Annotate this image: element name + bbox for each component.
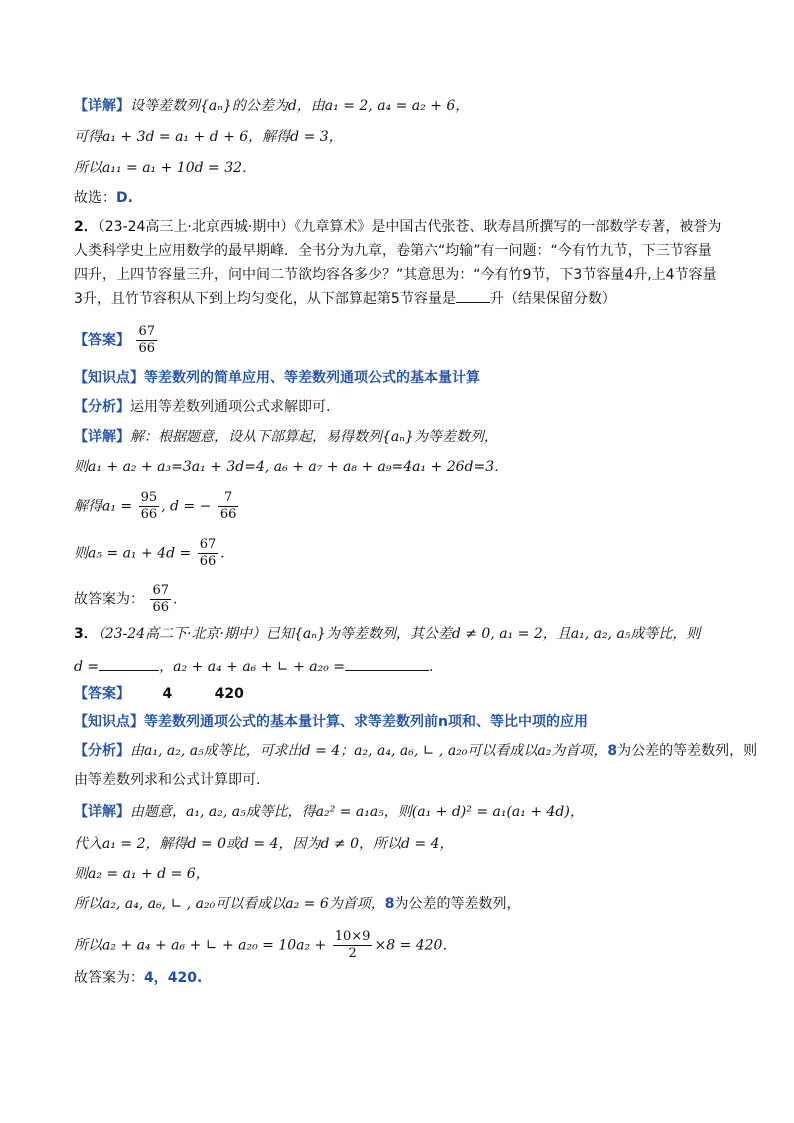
q3-analysis-a: 由a₁, a₂, a₅成等比，可求出d = 4；a₂, a₄, a₆, ∟ , a₂₀可以看成以a₂为首项， — [130, 743, 608, 759]
q2-number: 2． — [74, 219, 98, 235]
q2-line-3 — [74, 490, 240, 523]
q3-seq-b: 8 — [384, 896, 395, 912]
q3-answer-2: 420 — [214, 686, 244, 702]
q1-choice-prefix: 故选： — [74, 190, 116, 206]
q3-seq-a: 所以a₂, a₄, a₆, ∟ , a₂₀可以看成以a₂ = 6为首项， — [74, 896, 385, 912]
q1-detail-text: 设等差数列{aₙ}的公差为d，由a₁ = 2, a₄ = a₂ + 6， — [130, 98, 470, 114]
q2-detail-line — [74, 427, 498, 447]
q2-answer-blank — [456, 288, 490, 303]
q2-line-5 — [74, 583, 177, 616]
numerator: 67 — [152, 583, 169, 598]
q2-stem — [74, 215, 724, 311]
q2-d-label: , d = − — [161, 498, 212, 515]
q3-detail-line — [74, 802, 584, 822]
q3-line-3 — [74, 864, 210, 884]
q3-line-4 — [74, 894, 520, 914]
q2-stem-end: 升（结果保留分数） — [489, 291, 616, 307]
q1-equation-2: 所以a₁₁ = a₁ + 10d = 32． — [74, 160, 257, 176]
denominator: 2 — [348, 946, 357, 961]
q3-analysis-c: 为公差的等差数列，则 — [617, 743, 758, 759]
q2-equation-1: 则a₁ + a₂ + a₃=3a₁ + 3d=4, a₆ + a₇ + a₈ + a₉=4a₁ + 26d=3． — [74, 459, 509, 475]
q3-line-5 — [74, 929, 456, 962]
q3-stem-end: . — [429, 659, 434, 675]
q3-final-value: 4，420. — [144, 970, 203, 986]
q1-choice: D. — [116, 190, 133, 206]
q3-blank-1 — [99, 656, 159, 671]
answer-tag: 【答案】 — [74, 686, 130, 702]
q2-a5-prefix: 则a₅ = a₁ + 4d = — [74, 545, 192, 562]
analysis-tag: 【分析】 — [74, 743, 130, 759]
q3-stem-line-2 — [74, 656, 434, 677]
q2-stem-text: （23-24高三上·北京西城·期中）《九章算术》是中国古代张苍、耿寿昌所撰写的一部数学专著，被誉为人类科学史上应用数学的最早期峰．全书分为九章，卷第六“均输”有一问题：“今有竹九节，下三节容量四升，上四节容量三升，问中间二节欲均容各多少？”其意思为：“今有竹9节，下3节容量4升,上4节容量3升，且竹节容积从下到上均匀变化，从下部算起第5节容量是 — [74, 219, 722, 307]
denominator: 66 — [140, 507, 158, 522]
q2-analysis: 运用等差数列通项公式求解即可. — [130, 399, 331, 415]
q3-line-6 — [74, 968, 202, 988]
q3-analysis-line-1 — [74, 741, 757, 761]
q2-answer-fraction — [136, 324, 157, 357]
q3-answer-1: 4 — [162, 686, 173, 702]
q3-answer-line — [74, 684, 244, 704]
q2-d-fraction — [218, 490, 239, 523]
q2-a5-end: ． — [220, 545, 235, 562]
q3-sum-fraction — [333, 929, 373, 962]
numerator: 95 — [140, 490, 158, 505]
q2-line-4 — [74, 537, 234, 570]
detail-tag: 【详解】 — [74, 804, 130, 820]
q3-sum-label: ，a₂ + a₄ + a₆ + ∟ + a₂₀ = — [159, 659, 346, 675]
q2-final-prefix: 故答案为： — [74, 591, 144, 608]
answer-tag: 【答案】 — [74, 332, 130, 349]
q2-line-2 — [74, 457, 508, 477]
q3-sum-prefix: 所以a₂ + a₄ + a₆ + ∟ + a₂₀ = 10a₂ + — [74, 937, 327, 954]
analysis-tag: 【分析】 — [74, 399, 130, 415]
q2-a5-fraction — [198, 537, 219, 570]
denominator: 66 — [152, 600, 169, 615]
q2-final-end: . — [173, 591, 178, 608]
q3-knowledge: 等差数列通项公式的基本量计算、求等差数列前n项和、等比中项的应用 — [144, 714, 588, 730]
q2-solve-prefix: 解得a₁ = — [74, 498, 133, 515]
q3-stem-line-1 — [74, 624, 700, 644]
q2-answer-line — [74, 324, 159, 357]
q3-detail-text: 由题意，a₁, a₂, a₅成等比，得a₂² = a₁a₅，则(a₁ + d)² = a₁(a₁ + 4d)， — [130, 804, 584, 820]
q3-equation-1: 代入a₁ = 2，解得d = 0或d = 4，因为d ≠ 0，所以d = 4， — [74, 836, 454, 852]
q1-detail-line — [74, 96, 469, 116]
denominator: 66 — [199, 554, 217, 569]
numerator: 67 — [138, 324, 155, 339]
numerator: 10×9 — [334, 929, 371, 944]
q1-line-3 — [74, 158, 256, 178]
q3-number: 3． — [74, 626, 98, 642]
numerator: 7 — [218, 490, 239, 507]
q3-equation-2: 则a₂ = a₁ + d = 6， — [74, 866, 210, 882]
knowledge-tag: 【知识点】 — [74, 370, 144, 386]
q3-analysis-b: 8 — [607, 743, 618, 759]
q3-d-label: d = — [74, 659, 100, 675]
q2-detail-text: 解：根据题意，设从下部算起，易得数列{aₙ}为等差数列， — [130, 429, 498, 445]
q1-choice-line — [74, 188, 133, 208]
denominator: 66 — [138, 341, 155, 356]
denominator: 66 — [219, 507, 237, 522]
q3-knowledge-line — [74, 712, 588, 732]
detail-tag: 【详解】 — [74, 429, 130, 445]
q3-blank-2 — [345, 656, 429, 671]
q3-analysis-line-2 — [74, 770, 260, 790]
detail-tag: 【详解】 — [74, 98, 130, 114]
q3-analysis-2: 由等差数列求和公式计算即可. — [74, 772, 261, 788]
q2-a1-fraction — [139, 490, 160, 523]
q2-analysis-line — [74, 397, 330, 417]
q3-final-prefix: 故答案为： — [74, 970, 144, 986]
q3-seq-c: 为公差的等差数列， — [394, 896, 521, 912]
q1-equation-1: 可得a₁ + 3d = a₁ + d + 6，解得d = 3， — [74, 129, 343, 145]
q2-final-fraction — [150, 583, 171, 616]
q3-line-2 — [74, 834, 454, 854]
q3-stem-text: （23-24高二下·北京·期中）已知{aₙ}为等差数列，其公差d ≠ 0, a₁ = 2，且a₁, a₂, a₅成等比，则 — [97, 626, 701, 642]
q2-knowledge: 等差数列的简单应用、等差数列通项公式的基本量计算 — [144, 370, 480, 386]
numerator: 67 — [199, 537, 217, 552]
q3-sum-end: ×8 = 420． — [374, 937, 457, 954]
knowledge-tag: 【知识点】 — [74, 714, 144, 730]
q2-knowledge-line — [74, 368, 480, 388]
q1-line-2 — [74, 127, 343, 147]
